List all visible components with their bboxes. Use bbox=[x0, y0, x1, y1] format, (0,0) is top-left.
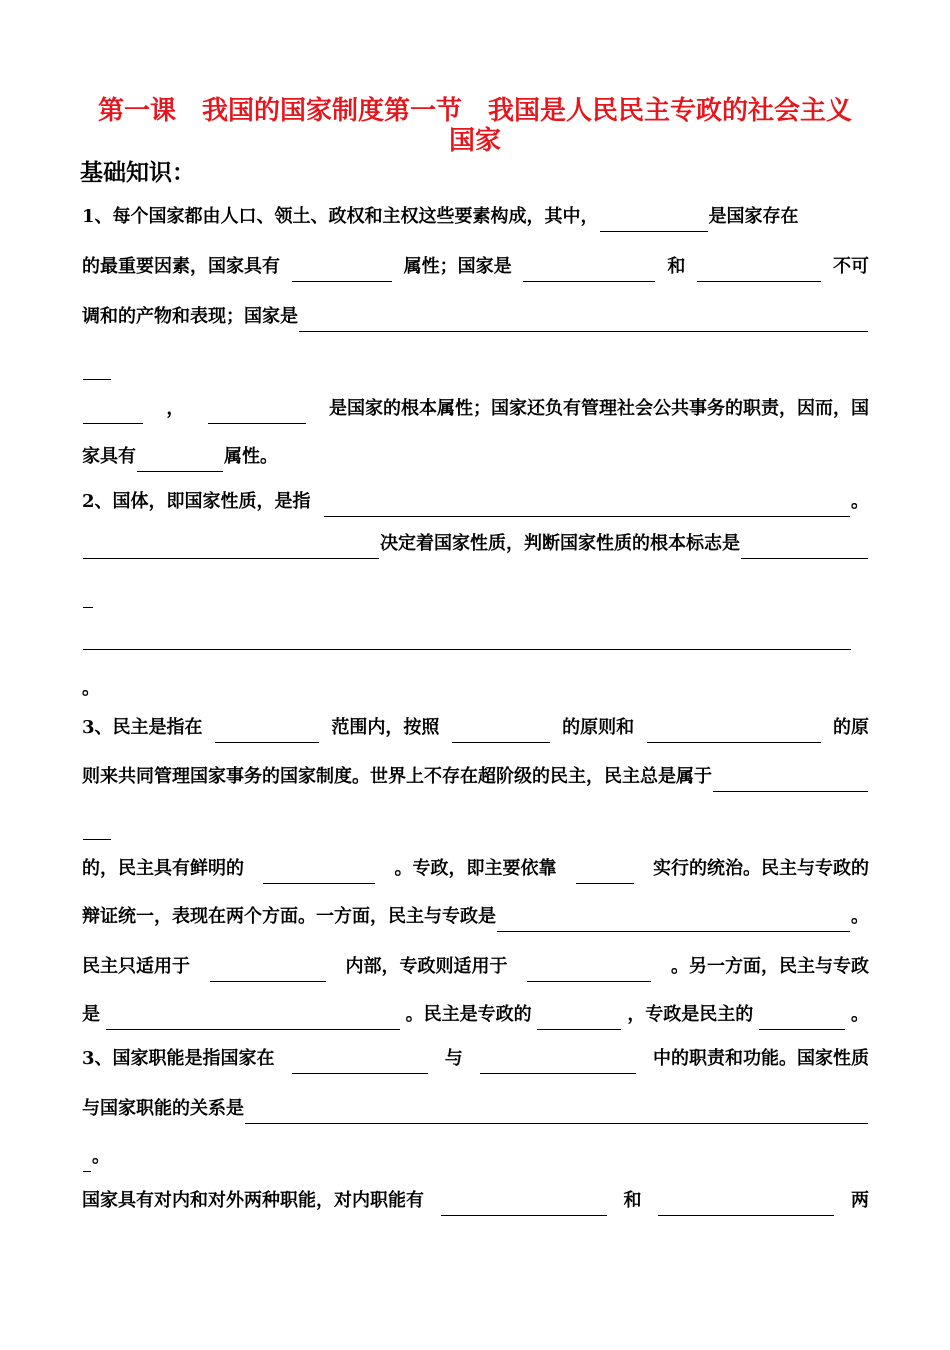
q4-line-3 bbox=[82, 1142, 869, 1172]
q1-text: 属性。 bbox=[224, 446, 278, 467]
answer-blank[interactable] bbox=[263, 861, 375, 884]
q3-text: 内部，专政则适用于 bbox=[345, 956, 508, 977]
section-heading: 基础知识： bbox=[80, 160, 195, 186]
q3-text: 的原则和 bbox=[562, 717, 635, 738]
q4-text: 。 bbox=[92, 1146, 110, 1167]
q1-text: 不可 bbox=[832, 256, 869, 277]
q1-line-1 bbox=[82, 202, 869, 232]
q1-text: 和 bbox=[667, 256, 686, 277]
q3-line-7 bbox=[82, 1000, 869, 1030]
q4-text: 国家具有对内和对外两种职能，对内职能有 bbox=[82, 1190, 424, 1211]
q4-text: 中的职责和功能。国家性质 bbox=[652, 1048, 869, 1069]
q2-line-4 bbox=[82, 620, 869, 650]
q3-text: 的，民主具有鲜明的 bbox=[82, 858, 244, 879]
answer-blank[interactable] bbox=[647, 720, 821, 743]
answer-blank[interactable] bbox=[83, 536, 379, 559]
answer-blank[interactable] bbox=[523, 259, 655, 282]
q2-text: 。 bbox=[851, 491, 869, 512]
answer-blank[interactable] bbox=[292, 259, 392, 282]
q3-text: 则来共同管理国家事务的国家制度。世界上不存在超阶级的民主，民主总是属于 bbox=[82, 766, 712, 787]
answer-blank[interactable] bbox=[83, 817, 111, 840]
q3-text: ，专政是民主的 bbox=[627, 1004, 754, 1025]
q3-line-3 bbox=[82, 810, 869, 840]
answer-blank[interactable] bbox=[215, 720, 319, 743]
q3-text: 的原 bbox=[832, 717, 869, 738]
q4-line-1 bbox=[82, 1044, 869, 1074]
q2-line-3 bbox=[82, 578, 869, 608]
q2-text: 2、国体，即国家性质，是指 bbox=[82, 491, 311, 512]
q3-text: 辩证统一，表现在两个方面。一方面，民主与专政是 bbox=[82, 906, 496, 927]
answer-blank[interactable] bbox=[713, 769, 868, 792]
answer-blank[interactable] bbox=[106, 1007, 400, 1030]
answer-blank[interactable] bbox=[741, 536, 868, 559]
q1-text: 是国家的根本属性；国家还负有管理社会公共事务的职责，因而，国 bbox=[328, 398, 869, 419]
answer-blank[interactable] bbox=[452, 720, 550, 743]
q3-text: 民主只适用于 bbox=[82, 956, 190, 977]
q3-text: 3、民主是指在 bbox=[82, 717, 203, 738]
answer-blank[interactable] bbox=[208, 401, 306, 424]
q1-text: ， bbox=[166, 398, 185, 419]
q4-text: 3、国家职能是指国家在 bbox=[82, 1048, 275, 1069]
q1-text: 是国家存在 bbox=[708, 206, 799, 227]
q3-text: 实行的统治。民主与专政的 bbox=[653, 858, 869, 879]
answer-blank[interactable] bbox=[137, 449, 223, 472]
q4-text: 与国家职能的关系是 bbox=[82, 1098, 244, 1119]
q2-line-1 bbox=[82, 487, 869, 517]
answer-blank[interactable] bbox=[600, 209, 708, 232]
q3-line-5 bbox=[82, 902, 869, 932]
q4-text: 和 bbox=[623, 1190, 642, 1211]
answer-blank[interactable] bbox=[83, 401, 143, 424]
q1-text: 属性；国家是 bbox=[403, 256, 512, 277]
title-line-2: 国家 bbox=[448, 126, 501, 156]
q3-text: 。专政，即主要依靠 bbox=[394, 858, 557, 879]
q1-text: 调和的产物和表现；国家是 bbox=[82, 306, 298, 327]
q1-line-3 bbox=[82, 302, 869, 332]
q3-text: 。 bbox=[850, 1004, 869, 1025]
answer-blank[interactable] bbox=[210, 959, 326, 982]
answer-blank[interactable] bbox=[83, 627, 851, 650]
answer-blank[interactable] bbox=[658, 1193, 834, 1216]
q2-text: 。 bbox=[82, 678, 100, 699]
title-line-1: 第一课 我国的国家制度第一节 我国是人民民主专政的社会主义 bbox=[97, 96, 852, 126]
answer-blank[interactable] bbox=[527, 959, 651, 982]
q4-text: 两 bbox=[851, 1190, 869, 1211]
answer-blank[interactable] bbox=[324, 494, 850, 517]
q1-line-4 bbox=[82, 350, 869, 380]
answer-blank[interactable] bbox=[759, 1007, 845, 1030]
q3-line-6 bbox=[82, 952, 869, 982]
q4-line-4 bbox=[82, 1186, 869, 1216]
q1-line-5 bbox=[82, 394, 869, 424]
answer-blank[interactable] bbox=[83, 585, 93, 608]
answer-blank[interactable] bbox=[480, 1051, 636, 1074]
q4-line-2 bbox=[82, 1094, 869, 1124]
q3-text: 。民主是专政的 bbox=[405, 1004, 532, 1025]
answer-blank[interactable] bbox=[497, 909, 850, 932]
q1-text: 1、每个国家都由人口、领土、政权和主权这些要素构成，其中， bbox=[82, 206, 599, 227]
q4-text: 与 bbox=[444, 1048, 463, 1069]
q1-text: 的最重要因素，国家具有 bbox=[82, 256, 280, 277]
q1-line-6 bbox=[82, 442, 869, 472]
q3-line-2 bbox=[82, 762, 869, 792]
q1-line-2 bbox=[82, 252, 869, 282]
q3-text: 。另一方面，民主与专政 bbox=[671, 956, 869, 977]
q1-text: 家具有 bbox=[82, 446, 136, 467]
q3-line-1 bbox=[82, 713, 869, 743]
q2-line-5 bbox=[82, 674, 869, 704]
answer-blank[interactable] bbox=[697, 259, 821, 282]
q3-text: 范围内，按照 bbox=[331, 717, 440, 738]
q2-text: 决定着国家性质，判断国家性质的根本标志是 bbox=[380, 533, 740, 554]
answer-blank[interactable] bbox=[537, 1007, 621, 1030]
q3-text: 。 bbox=[851, 906, 869, 927]
answer-blank[interactable] bbox=[245, 1101, 868, 1124]
answer-blank[interactable] bbox=[576, 861, 634, 884]
answer-blank[interactable] bbox=[299, 309, 868, 332]
answer-blank[interactable] bbox=[441, 1193, 607, 1216]
q3-text: 是 bbox=[82, 1004, 100, 1025]
q2-line-2 bbox=[82, 529, 869, 559]
answer-blank[interactable] bbox=[83, 357, 111, 380]
q3-line-4 bbox=[82, 854, 869, 884]
answer-blank[interactable] bbox=[83, 1149, 91, 1172]
answer-blank[interactable] bbox=[292, 1051, 428, 1074]
